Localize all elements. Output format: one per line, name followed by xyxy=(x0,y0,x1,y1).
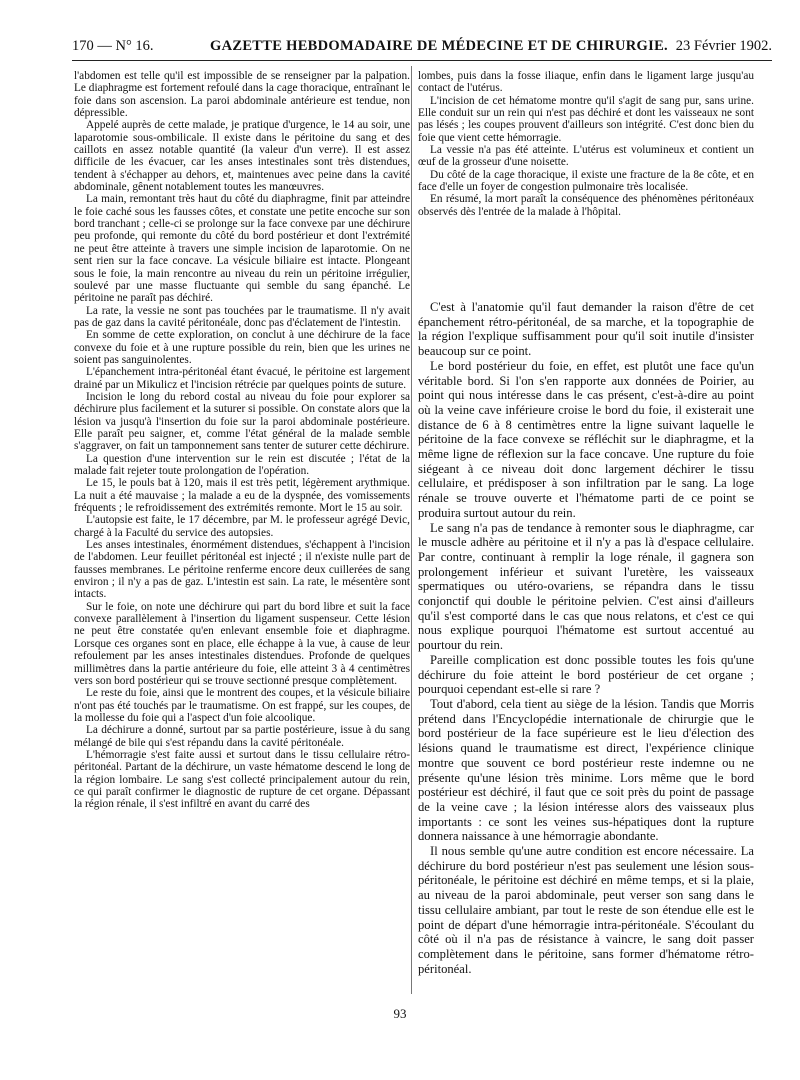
right-column-lower xyxy=(418,300,754,976)
header-journal-title: GAZETTE HEBDOMADAIRE DE MÉDECINE ET DE CHIRURGIE. xyxy=(210,38,668,54)
paragraph: Du côté de la cage thoracique, il existe une fracture de la 8e côte, et en face d'elle un foyer de congestion pulmonaire très localisée. xyxy=(418,168,754,194)
paragraph: Tout d'abord, cela tient au siège de la lésion. Tandis que Morris prétend dans l'Encyclopédie internationale de chirurgie que le bord postérieur de la face supérieure est le lieu d'élection des lésions quand le traumatisme est direct, l'expérience clinique montre que souvent ce bord postérieur reste indemne ou ne présente qu'une lésion très minime. Lors même que le bord postérieur est déchiré, il faut que ce soit près du point de passage de la veine cave ; la lésion intéresse alors des vaisseaux plus importants : ce sont les veines sus-hépatiques dont la rupture donnera naissance à une hémorragie abondante. xyxy=(418,696,754,844)
paragraph: lombes, puis dans la fosse iliaque, enfin dans le ligament large jusqu'au contact de l'utérus. xyxy=(418,70,754,95)
paragraph: La déchirure a donné, surtout par sa partie postérieure, issue à du sang mélangé de bile qui s'est répandu dans la cavité péritonéale. xyxy=(74,724,410,749)
paragraph: Pareille complication est donc possible toutes les fois qu'une déchirure du foie atteint le bord postérieur de cet organe ; pourquoi cependant est-elle si rare ? xyxy=(418,652,754,697)
paragraph: L'incision de cet hématome montre qu'il s'agit de sang pur, sans urine. Elle conduit sur un rein qui n'est pas déchiré et dont les vaisseaux ne sont pas lésés ; les coupes prouvent d'ailleurs son intégrité. C'est donc bien du foie que vient cette hémorragie. xyxy=(418,94,754,144)
paragraph: Incision le long du rebord costal au niveau du foie pour explorer sa déchirure plus facilement et la suturer si possible. On constate alors que la lésion va jusqu'à l'insertion du foie sur la paroi abdominale postérieure. Elle paraît peu saigner, et, comme l'état général de la malade semble s'aggraver, on fait un tamponnement sans tenter de suturer cette déchirure. xyxy=(74,390,410,453)
header-date: 23 Février 1902. xyxy=(675,38,772,54)
left-column xyxy=(74,70,410,811)
header-issue: 170 — N° 16. xyxy=(72,38,154,54)
paragraph: L'épanchement intra-péritonéal étant évacué, le péritoine est largement drainé par un Mikulicz et l'incision rétrécie par quelques points de suture. xyxy=(74,366,410,391)
page-number: 93 xyxy=(393,1006,407,1021)
paragraph: La rate, la vessie ne sont pas touchées par le traumatisme. Il n'y avait pas de gaz dans la cavité péritonéale, donc pas d'éclatement de l'intestin. xyxy=(74,304,410,329)
column-divider xyxy=(411,66,412,994)
paragraph: Les anses intestinales, énormément distendues, s'échappent à l'incision de l'abdomen. Leur feuillet péritonéal est injecté ; il n'existe nulle part de fausses membranes. Le péritoine renferme encore deux cuillerées de sang environ ; il n'y a pas de gaz. L'intestin est sain. La rate, le mésentère sont intacts. xyxy=(74,539,410,601)
paragraph: Le sang n'a pas de tendance à remonter sous le diaphragme, car le muscle adhère au péritoine et il n'y a pas là d'espace cellulaire. Par contre, continuant à remplir la loge rénale, il gagnera son prolongement inférieur et suivant l'uretère, les vaisseaux spermatiques ou utéro-ovariens, se répandra dans le tissu conjonctif qui double le péritoine pelvien. C'est ainsi d'ailleurs qu'il s'est comporté dans le cas que nous relatons, et c'est ce qui nous explique pourquoi l'hématome est surtout accentué au pourtour du rein. xyxy=(418,520,754,653)
paragraph: L'autopsie est faite, le 17 décembre, par M. le professeur agrégé Devic, chargé à la Faculté du service des autopsies. xyxy=(74,514,410,539)
paragraph: Sur le foie, on note une déchirure qui part du bord libre et suit la face convexe parallèlement à l'insertion du ligament suspenseur. Cette lésion ne peut être constatée qu'en enlevant ensemble foie et diaphragme. Lorsque ces organes sont en place, elle échappe à la vue, à cause de leur refoulement par les anses intestinales distendues. Profonde de quelques millimètres dans la partie antérieure du foie, elle atteint 3 à 4 centimètres vers son bord postérieur qui se trouve sectionné presque complètement. xyxy=(74,600,410,687)
paragraph: En somme de cette exploration, on conclut à une déchirure de la face convexe du foie et à une rupture possible du rein, bien que les urines ne soient pas sanguinolentes. xyxy=(74,329,410,366)
paragraph: La question d'une intervention sur le rein est discutée ; l'état de la malade fait rejeter toute prolongation de l'opération. xyxy=(74,452,410,477)
paragraph: La vessie n'a pas été atteinte. L'utérus est volumineux et contient un œuf de la grosseur d'une noisette. xyxy=(418,144,754,169)
paragraph: La main, remontant très haut du côté du diaphragme, finit par atteindre le foie caché sous les fausses côtes, et constate une petite encoche sur son bord tranchant ; celle-ci se prolonge sur la face convexe par une déchirure peu profonde, qui remonte du côté du bord postérieur et dont l'extrémité ne peut être atteinte à travers une simple incision de laparotomie. On ne sent rien sur la face concave. La vésicule biliaire est intacte. Plongeant sous le foie, la main rencontre au niveau du rein un péritoine irrégulier, soulevé par une masse fluctuante qui semble du sang épanché. Le péritoine ne paraît pas déchiré. xyxy=(74,193,410,305)
paragraph: Appelé auprès de cette malade, je pratique d'urgence, le 14 au soir, une laparotomie sous-ombilicale. Il existe dans le péritoine du sang et des caillots en assez notable quantité (la valeur d'un verre). Il est assez difficile de les évacuer, car les anses intestinales sont très distendues, tendent à s'échapper au dehors, et, maintenues avec peine dans la cavité abdominale, gênent notablement toutes les manœuvres. xyxy=(74,119,410,194)
paragraph: Le 15, le pouls bat à 120, mais il est très petit, légèrement arythmique. La nuit a été mauvaise ; la malade a eu de la dyspnée, des vomissements fréquents ; le refroidissement des extrémités remonte. Mort le 15 au soir. xyxy=(74,477,410,515)
paragraph: C'est à l'anatomie qu'il faut demander la raison d'être de cet épanchement rétro-péritonéal, de sa marche, et la topographie de la région l'explique suffisamment pour qu'il soit inutile d'insister beaucoup sur ce point. xyxy=(418,300,754,359)
running-header xyxy=(72,36,772,58)
paragraph: Le reste du foie, ainsi que le montrent des coupes, et la vésicule biliaire n'ont pas été touchés par le traumatisme. On est frappé, sur les coupes, de la mollesse du foie qui a l'aspect d'un foie alcoolique. xyxy=(74,687,410,724)
paragraph: En résumé, la mort paraît la conséquence des phénomènes péritonéaux observés dès l'entrée de la malade à l'hôpital. xyxy=(418,193,754,218)
right-column-upper xyxy=(418,70,754,218)
paragraph: Il nous semble qu'une autre condition est encore nécessaire. La déchirure du bord postérieur n'est pas seulement une lésion sous-péritonéale, le péritoine est déchiré en même temps, et si la plaie, au niveau de la paroi abdominale, peut verser son sang dans le tissu cellulaire ambiant, par tout le reste de son étendue elle est le point de départ d'une hémorragie intra-péritonéale. S'écoulant du côté où il n'a pas de résistance à vaincre, le sang doit passer complètement dans le péritoine, sans former d'hématome rétro-péritonéal. xyxy=(418,844,754,976)
paragraph: L'hémorragie s'est faite aussi et surtout dans le tissu cellulaire rétro-péritonéal. Partant de la déchirure, un vaste hématome descend le long de la région lombaire. Le sang s'est collecté principalement autour du rein, ce qui paraît confirmer le diagnostic de rupture de cet organe. Dépassant la région rénale, il s'est infiltré en avant du carré des xyxy=(74,748,410,811)
header-rule xyxy=(72,60,772,61)
paragraph: l'abdomen est telle qu'il est impossible de se renseigner par la palpation. Le diaphragme est fortement refoulé dans la cage thoracique, entraînant le foie dans son ascension. La paroi abdominale antérieure est tendue, non dépressible. xyxy=(74,70,410,120)
paragraph: Le bord postérieur du foie, en effet, est plutôt une face qu'un véritable bord. Si l'on s'en rapporte aux données de Poirier, au point qui nous intéresse dans le cas présent, c'est-à-dire au point où la veine cave inférieure croise le bord du foie, il existerait une distance de 6 à 8 centimètres entre la ligne suivant laquelle le péritoine de la face convexe se réfléchit sur le diaphragme, et la même ligne de réflexion sur la face concave. Une rupture du foie siégeant à ce niveau doit donc largement déchirer le tissu cellulaire, et prédisposer à son infiltration par le sang. La loge rénale se trouve ouverte et l'hématome parti de ce point se produira surtout autour du rein. xyxy=(418,358,754,520)
